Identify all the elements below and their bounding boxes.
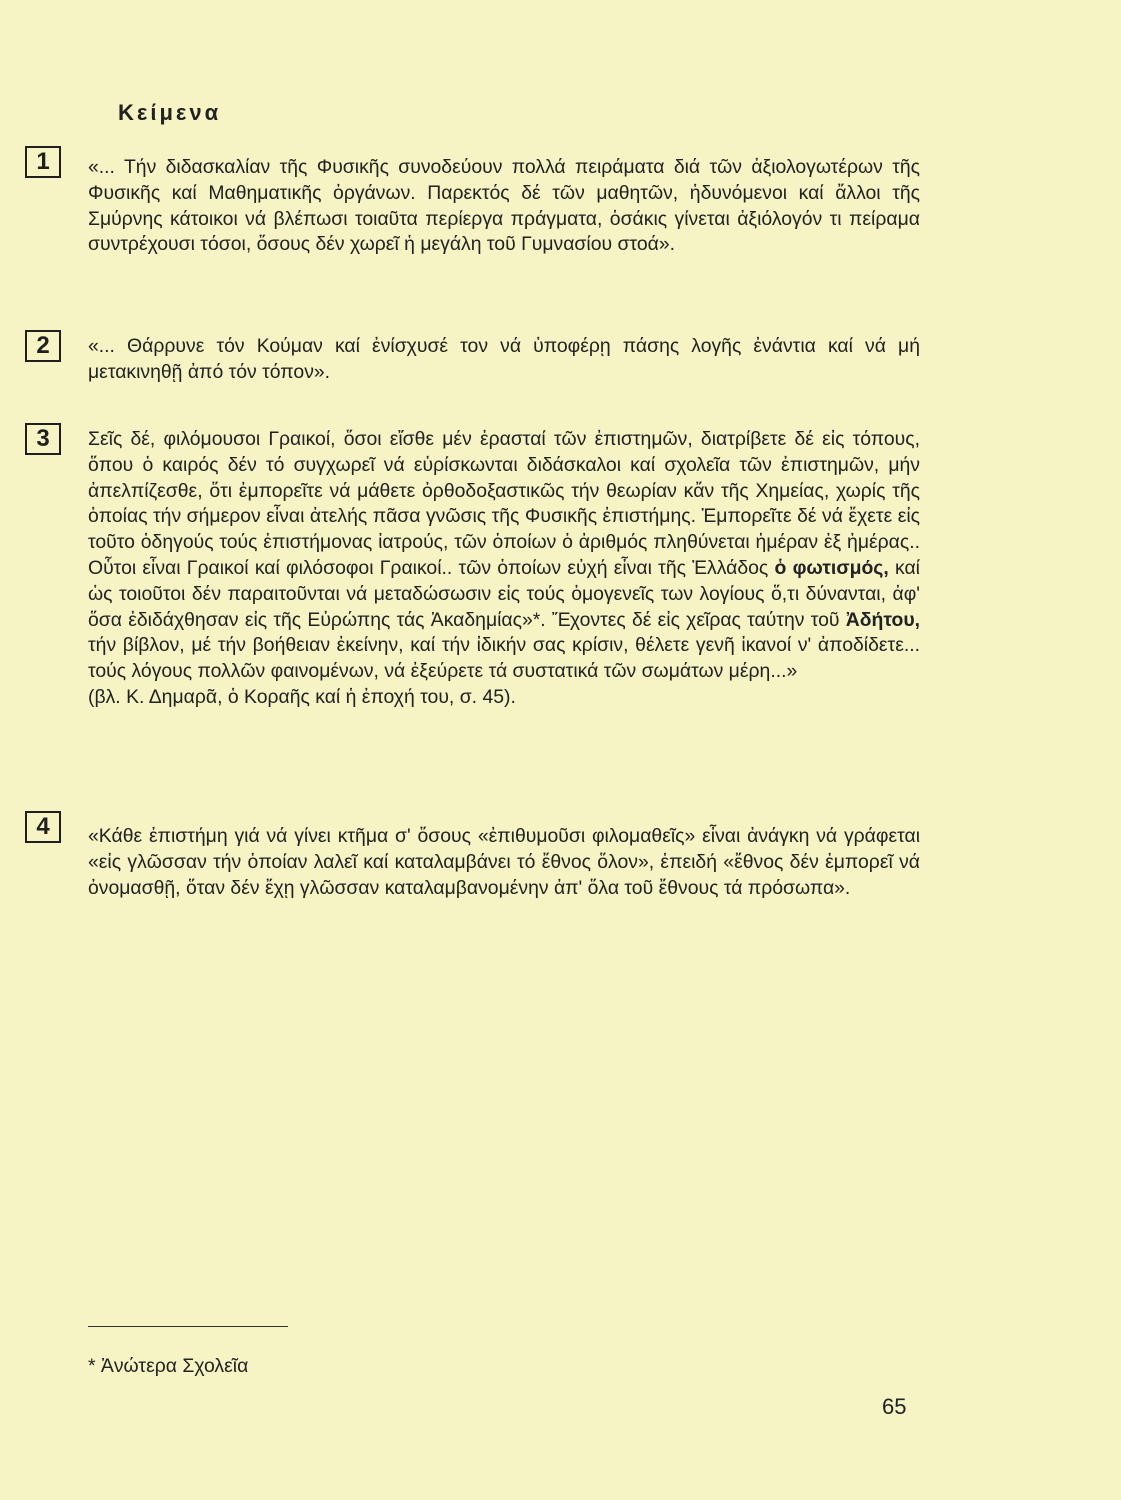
section-3-bold-phrase-1: ὁ φωτισμός, <box>774 556 889 579</box>
footnote: * Ἀνώτερα Σχολεῖα <box>88 1355 249 1377</box>
section-text-1 <box>88 155 920 258</box>
section-number-2: 2 <box>25 330 61 362</box>
section-4-paragraph: «Κάθε ἐπιστήμη γιά νά γίνει κτῆμα σ' ὅσους «ἐπιθυμοῦσι φιλομαθεῖς» εἶναι ἀνάγκη νά γράφεται «εἰς γλῶσσαν τήν ὁποίαν λαλεῖ καί καταλαμβάνει τό ἔθνος ὅλον», ἐπειδή «ἔθνος δέν ἐμπορεῖ νά ὀνομασθῇ, ὅταν δέν ἔχῃ γλῶσσαν καταλαμβανομένην ἀπ' ὅλα τοῦ ἔθνους τά πρόσωπα». <box>88 825 920 899</box>
section-number-3: 3 <box>25 423 61 455</box>
section-3-bold-phrase-2: Ἀδήτου, <box>845 608 920 631</box>
section-1-paragraph: «... Τήν διδασκαλίαν τῆς Φυσικῆς συνοδεύουν πολλά πειράματα διά τῶν ἀξιολογωτέρων τῆς Φυσικῆς καί Μαθηματικῆς ὀργάνων. Παρεκτός δέ τῶν μαθητῶν, ἡδυνόμενοι καί ἄλλοι τῆς Σμύρνης κάτοικοι νά βλέπωσι τοιαῦτα περίεργα πράγματα, ὁσάκις γίνεται ἀξιόλογόν τι πείραμα συντρέχουσι τόσοι, ὅσους δέν χωρεῖ ἡ μεγάλη τοῦ Γυμνασίου στοά». <box>88 156 920 256</box>
section-number-4: 4 <box>25 811 61 843</box>
page-heading: Κείμενα <box>118 100 222 125</box>
section-3-paragraph <box>88 427 920 685</box>
section-3-text-part3: τήν βίβλον, μέ τήν βοήθειαν ἐκείνην, καί τήν ἰδικήν σας κρίσιν, θέλετε γενῆ ἱκανοί ν' ἀποδίδετε... τούς λόγους πολλῶν φαινομένων, νά ἐξεύρετε τά συστατικά τῶν σωμάτων μέρη...» <box>88 634 920 683</box>
section-2-paragraph: «... Θάρρυνε τόν Κούμαν καί ἐνίσχυσέ τον νά ὑποφέρῃ πάσης λογῆς ἐνάντια καί νά μή μετακινηθῇ ἀπό τόν τόπον». <box>88 335 920 383</box>
page-number: 65 <box>882 1394 907 1419</box>
section-3-text-part2: καί ὡς τοιοῦτοι δέν παραιτοῦνται νά μεταδώσωσιν εἰς τούς ὁμογενεῖς των λογίους ὅ,τι δύνανται, ἀφ' ὅσα ἐδιδάχθησαν εἰς τῆς Εὐρώπης τάς Ἀκαδημίας»*. Ἔχοντες δέ εἰς χεῖρας ταύτην τοῦ <box>88 556 920 631</box>
section-text-2 <box>88 334 920 386</box>
section-text-3 <box>88 427 920 711</box>
section-number-1: 1 <box>25 146 61 178</box>
section-3-citation: (βλ. Κ. Δημαρᾶ, ὁ Κοραῆς καί ἡ ἐποχή του, σ. 45). <box>88 685 516 708</box>
footnote-divider <box>88 1326 288 1327</box>
section-text-4 <box>88 824 920 901</box>
section-3-text-part1: Σεῖς δέ, φιλόμουσοι Γραικοί, ὅσοι εἴσθε μέν ἐρασταί τῶν ἐπιστημῶν, διατρίβετε δέ εἰς τόπους, ὅπου ὁ καιρός δέν τό συγχωρεῖ νά εὑρίσκωνται διδάσκαλοι καί σχολεῖα τῶν ἐπιστημῶν, μήν ἀπελπίζεσθε, ὅτι ἐμπορεῖτε νά μάθετε ὀρθοδοξαστικῶς τήν θεωρίαν κἄν τῆς Χημείας, χωρίς τῆς ὁποίας τήν σήμερον εἶναι ἀτελής πᾶσα γνῶσις τῆς Φυσικῆς ἐπιστήμης. Ἐμπορεῖτε δέ νά ἔχετε εἰς τοῦτο ὁδηγούς τούς ἐπιστήμονας ἰατρούς, τῶν ὁποίων ὁ ἀριθμός πληθύνεται ἡμέραν ἐξ ἡμέρας.. Οὗτοι εἶναι Γραικοί καί φιλόσοφοι Γραικοί.. τῶν ὁποίων εὐχή εἶναι τῆς Ἑλλάδος <box>88 428 920 579</box>
